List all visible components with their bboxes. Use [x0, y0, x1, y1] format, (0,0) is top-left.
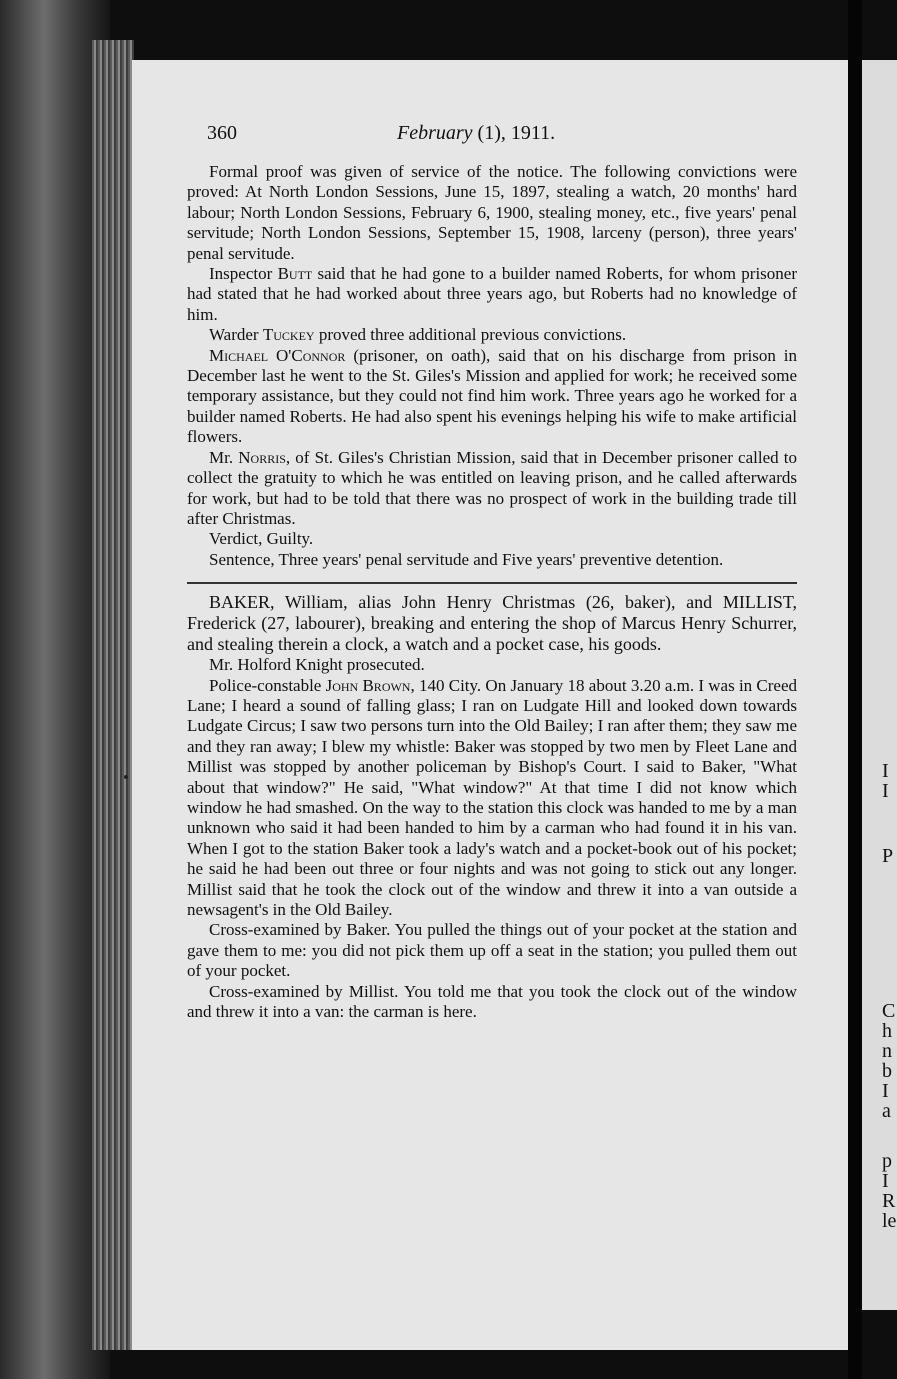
section-divider — [187, 582, 797, 584]
header-date — [397, 122, 555, 145]
paragraph-norris — [187, 448, 797, 530]
facing-page-char: P — [882, 845, 894, 867]
text: , 140 City. On January 18 about 3.20 a.m. I was in Creed Lane; I heard a sound of falling glass; I ran on Ludgate Hill and looked down towards Ludgate Circus; I saw two persons turn into the Old Bailey; I ran after them; they saw me and they ran away; I blew my whistle: Baker was stopped by two men by Fleet Lane and Millist was stopped by another policeman by Bishop's Court. I said to Baker, "What about that window?" He said, "What window?" At that time I did not know which window he had smashed. On the way to the station this clock was handed to me by a man unknown who said it had been handed to him by a carman who had found it in his van. When I got to the station Baker took a lady's watch and a pocket-book out of his pocket; he said he had been out three or four nights and was not going to stick out any longer. Millist said that he took the clock out of the window and threw it into a van outside a newsagent's in the Old Bailey. — [187, 675, 798, 919]
facing-page-char: h — [882, 1020, 892, 1042]
text: proved three additional previous convictions. — [314, 325, 627, 345]
facing-page-char: I — [882, 1170, 889, 1192]
witness-name: John Brown — [325, 675, 411, 695]
facing-page-char: p — [882, 1150, 892, 1172]
book-gutter — [848, 0, 862, 1379]
facing-page-char: I — [882, 780, 889, 802]
facing-page-char: I — [882, 760, 889, 782]
facing-page-char: a — [882, 1100, 891, 1122]
facing-page-fragment — [862, 60, 897, 1310]
text: (prisoner, on oath), said that on his discharge from prison in December last he went to the St. Giles's Mission and applied for work; he received some temporary assistance, but they could not find him work. Three years ago he worked for a builder named Roberts. He had also spent his evenings helping his wife to make artificial flowers. — [187, 345, 797, 447]
witness-name: Tuckey — [262, 325, 315, 345]
book-page — [132, 60, 848, 1350]
paragraph-verdict: Verdict, Guilty. — [209, 529, 314, 549]
text: Warder — [209, 325, 263, 345]
header-date-rest: (1), 1911. — [472, 122, 556, 144]
paragraph-cross-millist: Cross-examined by Millist. You told me that you took the clock out of the window and threw it into a van: the carman is here. — [187, 981, 797, 1022]
running-header — [187, 122, 797, 162]
facing-page-char: b — [882, 1060, 892, 1082]
paragraph-oconnor — [187, 346, 797, 448]
text: Inspector — [209, 264, 278, 284]
facing-page-char: C — [882, 1000, 896, 1022]
text: Police-constable — [209, 675, 326, 695]
page-number: 360 — [207, 122, 237, 144]
paragraph-cross-baker: Cross-examined by Baker. You pulled the things out of your pocket at the station and gave them to me: you did not pick them up off a seat in the station; you pulled them out of your pocket. — [187, 920, 797, 981]
case-heading: BAKER, William, alias John Henry Christmas (26, baker), and MILLIST, Frederick (27, labourer), breaking and entering the shop of Marcus Henry Schurrer, and stealing therein a clock, a watch and a pocket case, his goods. — [187, 592, 797, 655]
paragraph-sentence: Sentence, Three years' penal servitude and Five years' preventive detention. — [209, 549, 724, 569]
text: Mr. — [209, 447, 239, 467]
paragraph-prosecutor: Mr. Holford Knight prosecuted. — [209, 655, 425, 675]
witness-name: Norris — [238, 447, 286, 467]
text: , of St. Giles's Christian Mission, said that in December prisoner called to collect the gratuity to which he was entitled on leaving prison, and he called afterwards for work, but had to be told that there was no prospect of work in the building trade till after Christmas. — [187, 447, 797, 528]
witness-name: Butt — [277, 264, 313, 284]
header-month: February — [397, 122, 473, 144]
witness-name: Michael O'Connor — [209, 345, 346, 365]
page-content — [187, 122, 797, 1022]
text: said that he had gone to a builder named Roberts, for whom prisoner had stated that he had worked about three years ago, but Roberts had no knowledge of him. — [187, 264, 797, 324]
facing-page-char: n — [882, 1040, 892, 1062]
facing-page-char: I — [882, 1080, 889, 1102]
paragraph-pc-brown — [187, 676, 797, 921]
facing-page-char: R — [882, 1190, 896, 1212]
book-page-edges — [92, 40, 134, 1350]
paragraph-convictions: Formal proof was given of service of the notice. The following convictions were proved: At North London Sessions, June 15, 1897, stealing a watch, 20 months' hard labour; North London Sessions, February 6, 1900, stealing money, etc., five years' penal servitude; North London Sessions, September 15, 1908, larceny (person), three years' penal servitude. — [187, 162, 797, 263]
paragraph-inspector-butt — [187, 264, 797, 325]
paragraph-warder-tuckey — [187, 325, 797, 345]
scan-speck — [124, 775, 128, 779]
facing-page-char: le — [882, 1210, 897, 1232]
